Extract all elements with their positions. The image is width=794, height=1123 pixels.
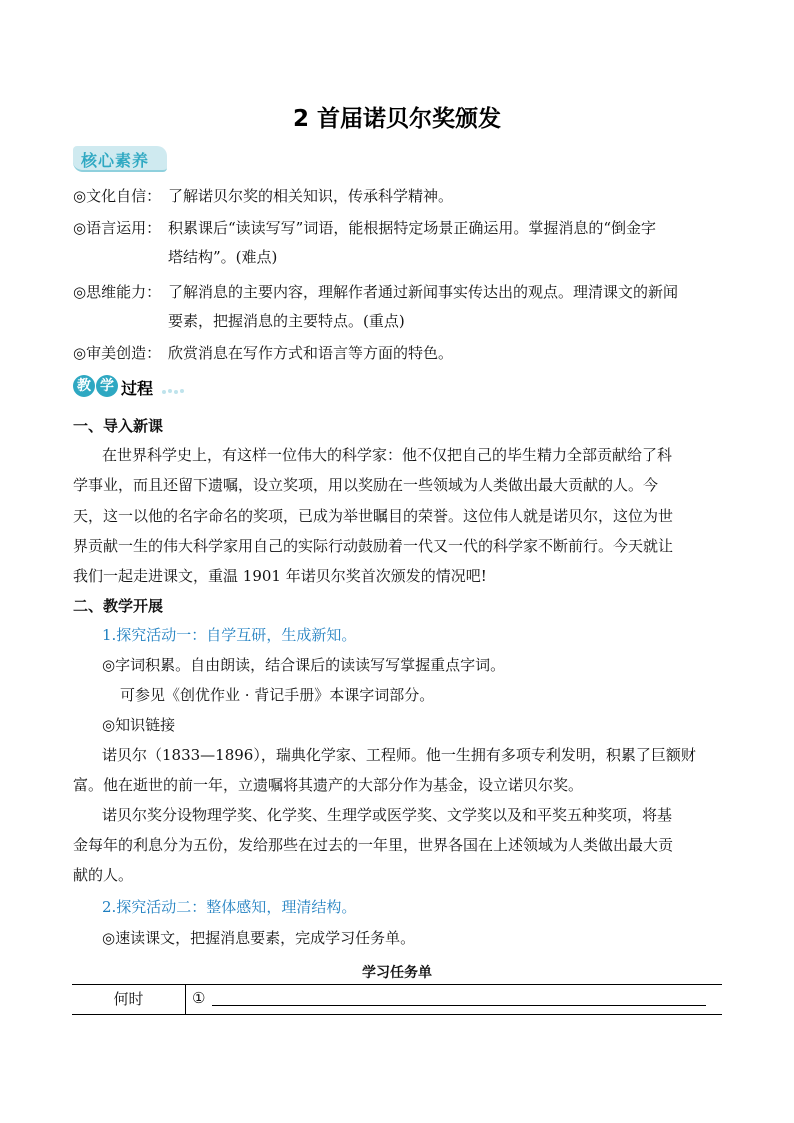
- intro-line-4: 界贡献一生的伟大科学家用自己的实际行动鼓励着一代又一代的科学家不断前行。今天就让: [73, 537, 674, 555]
- core-competency-badge: [73, 146, 171, 172]
- nobel-para2-line-1: 诺贝尔奖分设物理学奖、化学奖、生理学或医学奖、文学奖以及和平奖五种奖项，将基: [102, 806, 673, 824]
- heading-rest: 过程: [121, 379, 154, 398]
- section-heading-teaching: 二、教学开展: [73, 597, 164, 615]
- goal-label-language: ◎语言运用：: [73, 219, 162, 237]
- answer-blank-line[interactable]: [212, 1005, 706, 1006]
- goal-text-thinking-1: 了解消息的主要内容，理解作者通过新闻事实传达出的观点。理清课文的新闻: [168, 283, 679, 301]
- nobel-para1-line-2: 富。他在逝世的前一年，立遗嘱将其遗产的大部分作为基金，设立诺贝尔奖。: [73, 776, 584, 794]
- activity-2: 2.探究活动二：整体感知，理清结构。: [102, 898, 357, 916]
- task-row-marker: ①: [192, 989, 206, 1007]
- intro-line-3: 天，这一以他的名字命名的奖项，已成为举世瞩目的荣誉。这位伟人就是诺贝尔，这位为世: [73, 507, 674, 525]
- goal-label-culture: ◎文化自信：: [73, 187, 162, 205]
- activity-1: 1.探究活动一：自学互研，生成新知。: [102, 626, 357, 644]
- task-sheet-caption: 学习任务单: [362, 965, 432, 981]
- heading-circle-1: 教: [73, 375, 95, 397]
- nobel-para2-line-3: 献的人。: [73, 866, 134, 884]
- goal-label-thinking: ◎思维能力：: [73, 283, 162, 301]
- goal-text-aesthetic: 欣赏消息在写作方式和语言等方面的特色。: [168, 344, 454, 362]
- task-instruction: ◎速读课文，把握消息要素，完成学习任务单。: [102, 929, 416, 947]
- lesson-title: 2 首届诺贝尔奖颁发: [292, 106, 501, 132]
- goal-text-culture: 了解诺贝尔奖的相关知识，传承科学精神。: [168, 187, 454, 205]
- badge-label: 核心素养: [81, 151, 150, 170]
- nobel-para1-line-1: 诺贝尔（1833—1896），瑞典化学家、工程师。他一生拥有多项专利发明，积累了巨额财: [102, 746, 696, 764]
- heading-decoration-icon: [161, 387, 187, 395]
- intro-line-2: 学事业，而且还留下遗嘱，设立奖项，用以奖励在一些领域为人类做出最大贡献的人。今: [73, 476, 659, 494]
- goal-text-thinking-2: 要素，把握消息的主要特点。(重点): [168, 312, 405, 330]
- vocab-accumulation: ◎字词积累。自由朗读，结合课后的读读写写掌握重点字词。: [102, 656, 506, 674]
- task-row-label: 何时: [72, 985, 186, 1014]
- teaching-process-heading: [73, 375, 193, 403]
- intro-line-1: 在世界科学史上，有这样一位伟大的科学家：他不仅把自己的毕生精力全部贡献给了科: [102, 446, 673, 464]
- section-heading-intro: 一、导入新课: [73, 417, 164, 435]
- reference-note: 可参见《创优作业 · 背记手册》本课字词部分。: [120, 686, 435, 704]
- intro-line-5: 我们一起走进课文，重温 1901 年诺贝尔奖首次颁发的情况吧!: [73, 567, 487, 585]
- goal-text-language-2: 塔结构”。(难点): [168, 248, 278, 266]
- goal-text-language-1: 积累课后“读读写写”词语，能根据特定场景正确运用。掌握消息的“倒金字: [168, 219, 657, 237]
- nobel-para2-line-2: 金每年的利息分为五份，发给那些在过去的一年里，世界各国在上述领域为人类做出最大贡: [73, 836, 674, 854]
- heading-circle-2: 学: [96, 375, 118, 397]
- goal-label-aesthetic: ◎审美创造：: [73, 344, 162, 362]
- task-sheet-table: [72, 984, 722, 1015]
- knowledge-link: ◎知识链接: [102, 716, 176, 734]
